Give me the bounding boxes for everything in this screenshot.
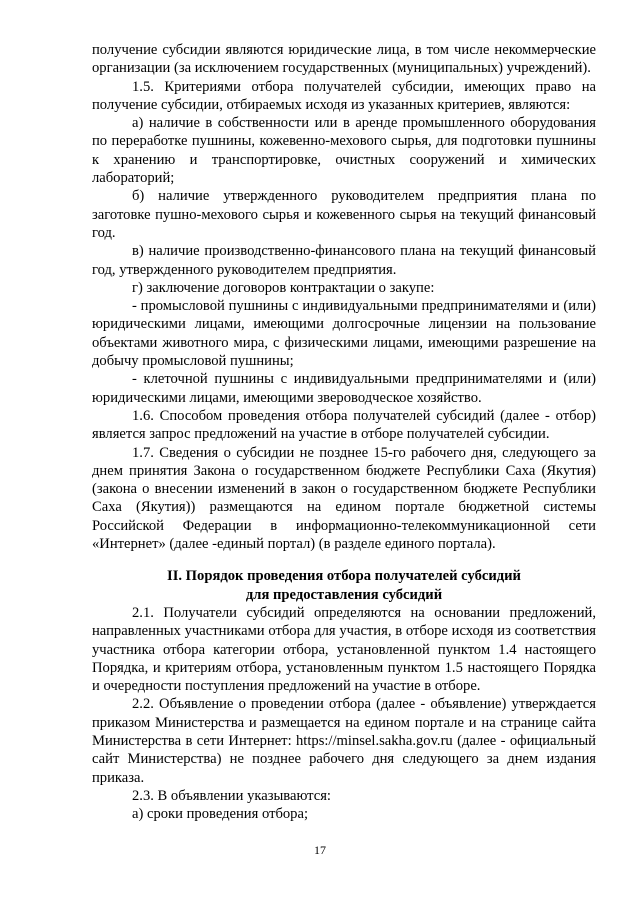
paragraph: б) наличие утвержденного руководителем предприятия плана по заготовке пушно-мехового сырья и кожевенного сырья на текущий финансовый год. [92, 188, 596, 241]
paragraph: - клеточной пушнины с индивидуальными предпринимателями и (или) юридическими лицами, имеющими звероводческое хозяйство. [92, 371, 596, 406]
section-heading-line-1: II. Порядок проведения отбора получателей субсидий [167, 568, 521, 585]
paragraph: получение субсидии являются юридические лица, в том числе некоммерческие организации (за исключением государственных (муниципальных) учреждений). [92, 42, 596, 77]
paragraph: 2.1. Получатели субсидий определяются на основании предложений, направленных участниками отбора для участия, в отборе исходя из соответствия участника отбора категории отбора, установленной пунктом 1.4 настоящего Порядка, и критериям отбора, установленным пунктом 1.5 настоящего Порядка и очередности поступления предложений на участие в отборе. [92, 604, 596, 695]
document-body [92, 41, 596, 823]
paragraph: 1.7. Сведения о субсидии не позднее 15-го рабочего дня, следующего за днем принятия Закона о государственном бюджете Республики Саха (Якутия) (закона о внесении изменений в закон о государственном бюджете Республики Саха (Якутия)) размещаются на едином портале бюджетной системы Российской Федерации в информационно-телекоммуникационной сети «Интернет» (далее -единый портал) (в разделе единого портала). [92, 444, 596, 553]
paragraph: а) сроки проведения отбора; [132, 806, 309, 823]
section-1-paragraphs [92, 41, 596, 553]
section-2-paragraphs [92, 604, 596, 824]
paragraph: г) заключение договоров контрактации о закупе: [132, 279, 435, 296]
page-number: 17 [314, 843, 326, 857]
paragraph: а) наличие в собственности или в аренде промышленного оборудования по переработке пушнины, кожевенно-мехового сырья, для подготовки пушнины к хранению и транспортировке, очистных сооружений и химических лабораторий; [92, 115, 596, 187]
paragraph: 2.2. Объявление о проведении отбора (далее - объявление) утверждается приказом Министерства и размещается на едином портале и на странице сайта Министерства в сети Интернет: https://minsel.sakha.gov.ru (далее - официальный сайт Министерства) не позднее рабочего дня следующего за днем издания приказа. [92, 696, 596, 786]
section-heading-line-2: для предоставления субсидий [245, 586, 443, 603]
paragraph: в) наличие производственно-финансового плана на текущий финансовый год, утвержденного руководителем предприятия. [92, 243, 596, 278]
paragraph: 1.6. Способом проведения отбора получателей субсидий (далее - отбор) является запрос предложений на участие в отборе получателей субсидии. [92, 407, 596, 443]
paragraph: 2.3. В объявлении указываются: [132, 787, 331, 804]
paragraph: 1.5. Критериями отбора получателей субсидии, имеющих право на получение субсидии, отбираемых исходя из указанных критериев, являются: [92, 78, 596, 113]
section-heading [92, 567, 596, 604]
paragraph: - промысловой пушнины с индивидуальными предпринимателями и (или) юридическими лицами, имеющими долгосрочные лицензии на пользование объектами животного мира, с физическими лицами, имеющими разрешение на добычу промысловой пушнины; [92, 298, 596, 370]
